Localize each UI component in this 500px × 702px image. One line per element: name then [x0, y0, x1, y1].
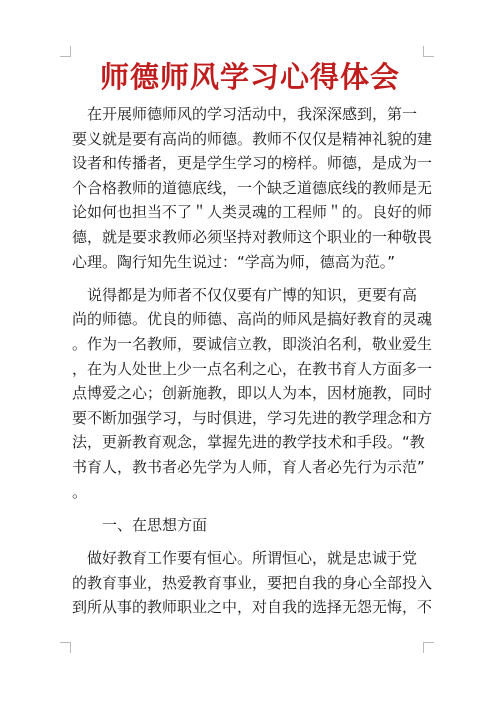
text-line: 心理。陶行知先生说过：“学高为师，德高为范。” [72, 252, 396, 271]
text-line: 书育人，教书者必先学为人师，育人者必先行为示范” [72, 458, 425, 476]
text-line: 在开展师德师风的学习活动中，我深深感到，第一 [72, 105, 418, 123]
crop-mark-bottom-right [423, 642, 434, 653]
text-line: 设者和传播者，更是学生学习的榜样。师德，是成为一 [72, 154, 433, 173]
text-line: 法，更新教育观念，掌握先进的教学技术和手段。“教 [72, 433, 425, 452]
document-body [72, 102, 433, 620]
crop-mark-bottom-left [60, 642, 71, 653]
section-heading-text: 一、在思想方面 [72, 515, 208, 534]
text-line: 个合格教师的道德底线，一个缺乏道德底线的教师是无 [72, 178, 433, 197]
section-heading [72, 513, 429, 538]
text-line: 尚的师德。优良的师德、高尚的师风是搞好教育的灵魂 [72, 310, 433, 329]
paragraph-2 [72, 283, 433, 504]
text-line: 。 [72, 482, 88, 501]
text-line: 说得都是为师者不仅仅要有广博的知识，更要有高 [72, 285, 418, 304]
paragraph-1 [72, 102, 433, 274]
text-line: 点博爱之心；创新施教，即以人为本，因材施教，同时 [72, 384, 433, 403]
text-line: 做好教育工作要有恒心。所谓恒心，就是忠诚于党 [72, 549, 418, 568]
text-line: 的教育事业，热爱教育事业，要把自我的身心全部投入 [72, 573, 433, 592]
paragraph-3 [72, 546, 433, 620]
text-line: 要不断加强学习，与时俱进，学习先进的教学理念和方 [72, 408, 433, 427]
text-line: 论如何也担当不了＂人类灵魂的工程师＂的。良好的师 [72, 203, 433, 222]
text-line: 。作为一名教师，要诚信立教，即淡泊名利，敬业爱生 [72, 335, 433, 354]
text-line: ，在为人处世上少一点名利之心，在教书育人方面多一 [72, 359, 433, 378]
text-line: 要义就是要有高尚的师德。教师不仅仅是精神礼貌的建 [72, 129, 433, 148]
text-line: 德，就是要求教师必须坚持对教师这个职业的一种敬畏 [72, 227, 433, 246]
page-title: 师德师风学习心得体会 [99, 60, 400, 94]
text-line: 到所从事的教师职业之中，对自我的选择无怨无悔，不 [72, 598, 433, 617]
